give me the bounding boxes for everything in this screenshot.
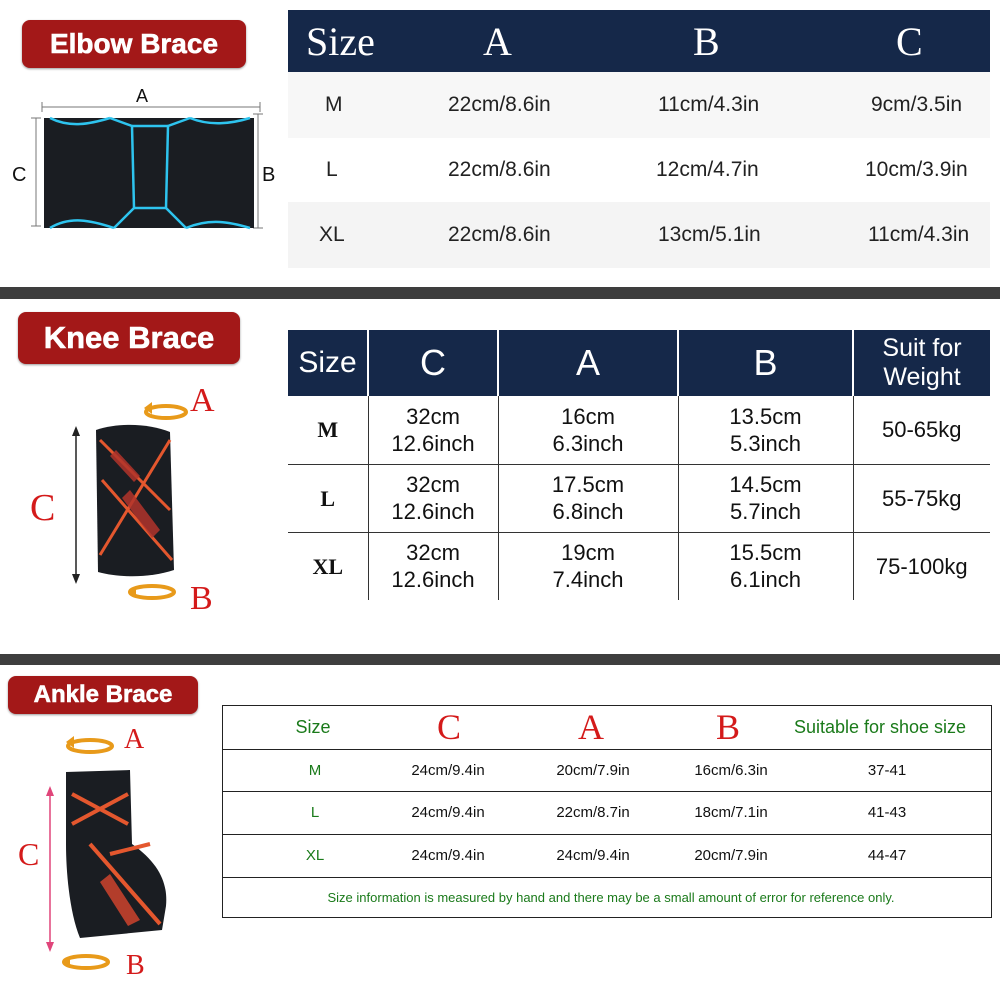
table-row: [223, 792, 991, 835]
knee-cell-b: 14.5cm 5.7inch: [678, 464, 853, 532]
ankle-header-shoe-size: Suitable for shoe size: [793, 717, 967, 737]
table-row: [288, 396, 990, 464]
ankle-dimension-b-label: B: [126, 950, 145, 981]
elbow-brace-image: [10, 88, 285, 238]
section-divider: [0, 287, 1000, 299]
knee-cell-c: 32cm 12.6inch: [368, 396, 498, 464]
ankle-measurement-note: Size information is measured by hand and there may be a small amount of error for reference only.: [327, 890, 895, 905]
ankle-brace-diagram: [10, 724, 210, 994]
elbow-cell: 13cm/5.1in: [658, 223, 761, 246]
ankle-size-l: L: [310, 804, 320, 821]
ankle-header-c: C: [436, 707, 462, 747]
knee-cell-weight: 50-65kg: [853, 396, 990, 464]
knee-brace-diagram: [20, 380, 270, 620]
table-row: [223, 750, 991, 792]
table-row: [223, 835, 991, 878]
ankle-cell: 24cm/9.4in: [411, 847, 485, 864]
knee-size-table: [288, 330, 990, 602]
knee-cell-c: 32cm 12.6inch: [368, 532, 498, 600]
elbow-cell: 11cm/4.3in: [658, 93, 760, 116]
knee-brace-image: [20, 380, 270, 620]
ankle-brace-badge: Ankle Brace: [8, 676, 198, 714]
ankle-cell: 20cm/7.9in: [694, 847, 768, 864]
elbow-cell: 22cm/8.6in: [448, 223, 551, 246]
knee-cell-weight: 55-75kg: [853, 464, 990, 532]
table-row: [288, 532, 990, 600]
elbow-size-xl: XL: [319, 223, 345, 246]
table-row: [288, 72, 990, 138]
elbow-size-l: L: [326, 158, 338, 181]
knee-cell-b: 13.5cm 5.3inch: [678, 396, 853, 464]
ankle-cell: 18cm/7.1in: [694, 804, 768, 821]
ankle-size-xl: XL: [305, 847, 325, 864]
elbow-brace-badge: Elbow Brace: [22, 20, 246, 68]
knee-dimension-b-label: B: [190, 580, 213, 617]
ankle-cell: 37-41: [867, 762, 907, 779]
knee-cell-a: 19cm 7.4inch: [498, 532, 678, 600]
ankle-dimension-a-label: A: [124, 724, 145, 755]
knee-cell-a: 17.5cm 6.8inch: [498, 464, 678, 532]
knee-header-b: B: [678, 330, 853, 396]
ankle-cell: 24cm/9.4in: [411, 762, 485, 779]
ankle-header-b: B: [715, 707, 741, 747]
knee-dimension-a-label: A: [190, 382, 215, 419]
knee-header-size: Size: [288, 330, 368, 396]
ankle-brace-image: [10, 724, 210, 994]
ankle-table-header: [223, 706, 991, 750]
knee-size-m: M: [288, 396, 368, 464]
knee-cell-a: 16cm 6.3inch: [498, 396, 678, 464]
ankle-cell: 24cm/9.4in: [411, 804, 485, 821]
ankle-dimension-c-label: C: [18, 836, 40, 872]
elbow-size-m: M: [325, 93, 343, 116]
elbow-dimension-a-label: A: [136, 86, 149, 106]
ankle-size-table: [222, 705, 992, 918]
ankle-table-note-row: [223, 878, 991, 918]
elbow-header-a: A: [483, 18, 512, 64]
ankle-header-a: A: [578, 707, 604, 747]
knee-brace-badge: Knee Brace: [18, 312, 240, 364]
elbow-header-b: B: [693, 18, 720, 64]
ankle-header-size: Size: [295, 717, 331, 737]
elbow-cell: 10cm/3.9in: [865, 158, 968, 181]
knee-cell-c: 32cm 12.6inch: [368, 464, 498, 532]
knee-header-a: A: [498, 330, 678, 396]
section-divider: [0, 654, 1000, 665]
elbow-cell: 12cm/4.7in: [656, 158, 759, 181]
table-row: [288, 202, 990, 268]
elbow-header-c: C: [896, 18, 923, 64]
knee-size-xl: XL: [288, 532, 368, 600]
elbow-dimension-c-label: C: [12, 164, 27, 186]
ankle-size-m: M: [308, 762, 322, 779]
ankle-cell: 24cm/9.4in: [556, 847, 630, 864]
elbow-dimension-b-label: B: [262, 164, 276, 186]
elbow-header-size: Size: [306, 18, 375, 64]
elbow-brace-diagram: [10, 88, 285, 238]
knee-dimension-c-label: C: [30, 487, 56, 529]
table-row: [288, 464, 990, 532]
ankle-cell: 16cm/6.3in: [694, 762, 768, 779]
elbow-table-header: [288, 10, 990, 72]
elbow-cell: 22cm/8.6in: [448, 93, 551, 116]
elbow-cell: 22cm/8.6in: [448, 158, 551, 181]
knee-header-weight: Suit for Weight: [853, 330, 990, 396]
knee-cell-b: 15.5cm 6.1inch: [678, 532, 853, 600]
elbow-cell: 9cm/3.5in: [871, 93, 963, 116]
knee-cell-weight: 75-100kg: [875, 553, 968, 579]
elbow-cell: 11cm/4.3in: [868, 223, 970, 246]
table-row: [288, 138, 990, 202]
elbow-size-table: [288, 10, 990, 268]
ankle-cell: 22cm/8.7in: [556, 804, 630, 821]
ankle-cell: 44-47: [867, 847, 907, 864]
knee-header-c: C: [368, 330, 498, 396]
ankle-cell: 41-43: [867, 804, 907, 821]
knee-size-l: L: [288, 464, 368, 532]
ankle-cell: 20cm/7.9in: [556, 762, 630, 779]
